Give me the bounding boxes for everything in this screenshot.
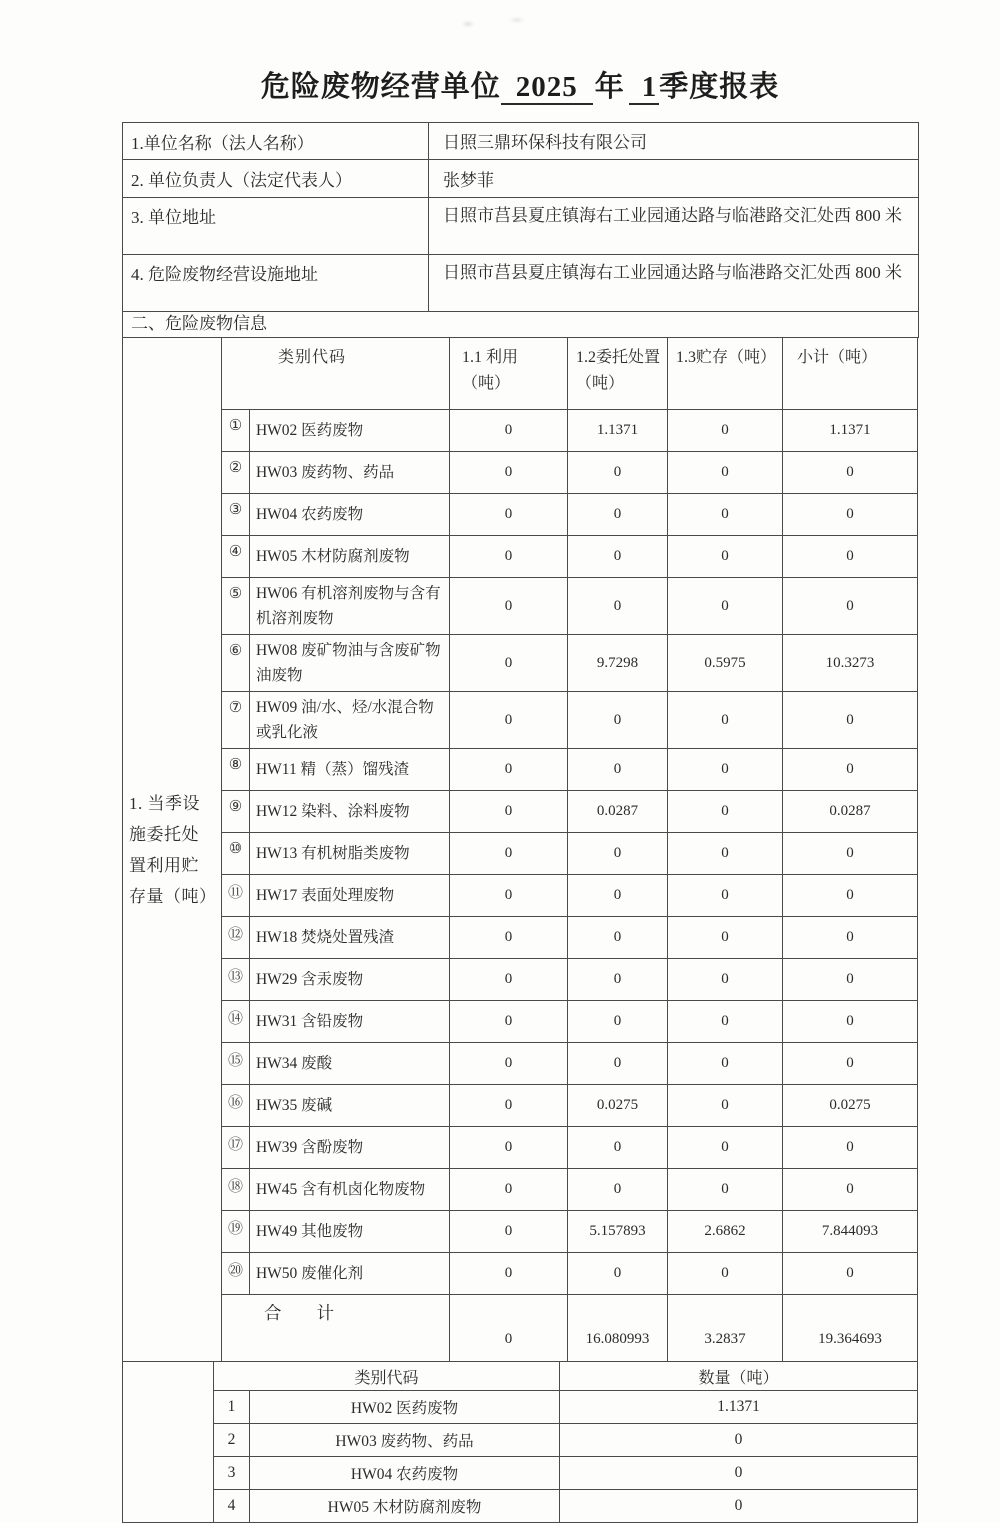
value-subtotal: 0 (783, 536, 918, 578)
value-entrust: 0 (568, 833, 668, 875)
value-entrust: 1.1371 (568, 410, 668, 452)
value-use: 0 (450, 536, 568, 578)
row-index: ⑩ (221, 833, 249, 875)
value-storage: 0 (668, 749, 783, 791)
waste-quantity-table (221, 337, 918, 1362)
value-entrust: 9.7298 (568, 635, 668, 692)
total-use: 0 (450, 1295, 568, 1362)
row-index: ⑧ (221, 749, 249, 791)
waste-category: HW35 废碱 (249, 1085, 449, 1127)
waste-category: HW49 其他废物 (249, 1211, 449, 1253)
info-label-unit-address: 3. 单位地址 (123, 198, 429, 255)
row-index: ⑫ (221, 917, 249, 959)
value-use: 0 (450, 452, 568, 494)
value-subtotal: 0 (783, 578, 918, 635)
row-index: 3 (213, 1457, 249, 1490)
title-year: 2025 (501, 71, 593, 105)
value-use: 0 (450, 635, 568, 692)
row-index: ⑮ (221, 1043, 249, 1085)
waste-category: HW02 医药废物 (249, 1391, 559, 1424)
table-header-row (221, 338, 917, 410)
quantity-summary-section (122, 1361, 918, 1523)
table-row (123, 255, 919, 312)
row-index: 4 (213, 1490, 249, 1523)
row-index: ④ (221, 536, 249, 578)
value-entrust: 0 (568, 578, 668, 635)
col-header-subtotal: 小计（吨） (783, 338, 918, 410)
unit-info-table (122, 122, 919, 312)
row-index: ⑱ (221, 1169, 249, 1211)
row-index: 2 (213, 1424, 249, 1457)
info-label-facility-address: 4. 危险废物经营设施地址 (123, 255, 429, 312)
value-subtotal: 0 (783, 1127, 918, 1169)
waste-category: HW09 油/水、烃/水混合物或乳化液 (249, 692, 449, 749)
value-entrust: 0 (568, 1253, 668, 1295)
total-subtotal: 19.364693 (783, 1295, 918, 1362)
value-storage: 0.5975 (668, 635, 783, 692)
row-index: ⑤ (221, 578, 249, 635)
value-use: 0 (450, 1253, 568, 1295)
value-storage: 0 (668, 1253, 783, 1295)
value-subtotal: 0 (783, 833, 918, 875)
value-subtotal: 0.0275 (783, 1085, 918, 1127)
table-row (123, 123, 919, 160)
col-header-use: 1.1 利用（吨） (450, 338, 568, 410)
value-entrust: 0 (568, 959, 668, 1001)
total-storage: 3.2837 (668, 1295, 783, 1362)
row-index: ⑰ (221, 1127, 249, 1169)
total-entrust: 16.080993 (568, 1295, 668, 1362)
info-value-legal-person: 张梦菲 (429, 160, 919, 198)
value-use: 0 (450, 1043, 568, 1085)
value-entrust: 0 (568, 494, 668, 536)
row-index: ⑲ (221, 1211, 249, 1253)
value-storage: 0 (668, 875, 783, 917)
waste-row (221, 1043, 917, 1085)
value-subtotal: 10.3273 (783, 635, 918, 692)
page-title (122, 64, 918, 105)
value-storage: 2.6862 (668, 1211, 783, 1253)
value-storage: 0 (668, 578, 783, 635)
table-header-row (213, 1362, 917, 1391)
value-use: 0 (450, 875, 568, 917)
table-row (123, 198, 919, 255)
row-index: ③ (221, 494, 249, 536)
waste-row (221, 833, 917, 875)
value-use: 0 (450, 1127, 568, 1169)
value-storage: 0 (668, 1001, 783, 1043)
value-storage: 0 (668, 833, 783, 875)
title-prefix: 危险废物经营单位 (260, 71, 501, 103)
value-subtotal: 0 (783, 1001, 918, 1043)
value-entrust: 0 (568, 1169, 668, 1211)
waste-category: HW39 含酚废物 (249, 1127, 449, 1169)
value-entrust: 0 (568, 875, 668, 917)
col-header-entrust: 1.2委托处置（吨） (568, 338, 668, 410)
value-entrust: 0 (568, 749, 668, 791)
value-storage: 0 (668, 791, 783, 833)
waste-category: HW06 有机溶剂废物与含有机溶剂废物 (249, 578, 449, 635)
value-use: 0 (450, 494, 568, 536)
waste-category: HW29 含汞废物 (249, 959, 449, 1001)
value-use: 0 (450, 578, 568, 635)
value-use: 0 (450, 1211, 568, 1253)
waste-row (221, 692, 917, 749)
value-subtotal: 0 (783, 692, 918, 749)
value-subtotal: 0 (783, 494, 918, 536)
value-use: 0 (450, 959, 568, 1001)
value-use: 0 (450, 1001, 568, 1043)
title-year-char: 年 (594, 71, 625, 103)
waste-row (221, 494, 917, 536)
waste-category: HW04 农药废物 (249, 494, 449, 536)
value-entrust: 0 (568, 452, 668, 494)
value-use: 0 (450, 1169, 568, 1211)
row-index: ⑯ (221, 1085, 249, 1127)
value-storage: 0 (668, 494, 783, 536)
col-header-category: 类别代码 (221, 338, 449, 410)
report-body (122, 122, 918, 1523)
info-value-unit-name: 日照三鼎环保科技有限公司 (429, 123, 919, 160)
summary-row (213, 1490, 917, 1523)
table-row (123, 160, 919, 198)
value-storage: 0 (668, 452, 783, 494)
waste-row (221, 1211, 917, 1253)
value-storage: 0 (668, 1043, 783, 1085)
title-quarter: 1 (629, 71, 660, 105)
waste-category: HW11 精（蒸）馏残渣 (249, 749, 449, 791)
value-storage: 0 (668, 536, 783, 578)
info-value-unit-address: 日照市莒县夏庄镇海右工业园通达路与临港路交汇处西 800 米 (429, 198, 919, 255)
empty-side-cell (122, 1361, 213, 1523)
side-label-cell (122, 337, 221, 1362)
title-suffix: 季度报表 (659, 71, 780, 103)
value-storage: 0 (668, 410, 783, 452)
value-subtotal: 7.844093 (783, 1211, 918, 1253)
waste-row (221, 875, 917, 917)
waste-category: HW12 染料、涂料废物 (249, 791, 449, 833)
value-storage: 0 (668, 1169, 783, 1211)
waste-category: HW31 含铅废物 (249, 1001, 449, 1043)
value-storage: 0 (668, 1085, 783, 1127)
value-entrust: 0 (568, 692, 668, 749)
waste-row (221, 1127, 917, 1169)
side-label: 1. 当季设施委托处置利用贮存量（吨） (128, 793, 217, 906)
row-index: 1 (213, 1391, 249, 1424)
waste-row (221, 536, 917, 578)
row-index: ⑬ (221, 959, 249, 1001)
value-entrust: 0 (568, 536, 668, 578)
value-storage: 0 (668, 1127, 783, 1169)
row-index: ⑭ (221, 1001, 249, 1043)
value-entrust: 0.0287 (568, 791, 668, 833)
value-subtotal: 0.0287 (783, 791, 918, 833)
value-use: 0 (450, 749, 568, 791)
value-subtotal: 0 (783, 917, 918, 959)
row-index: ⑦ (221, 692, 249, 749)
value-entrust: 0.0275 (568, 1085, 668, 1127)
value-use: 0 (450, 833, 568, 875)
summary-row (213, 1424, 917, 1457)
waste-row (221, 452, 917, 494)
scan-artifact (452, 12, 542, 32)
waste-row (221, 1169, 917, 1211)
row-index: ⑳ (221, 1253, 249, 1295)
waste-row (221, 1085, 917, 1127)
value-use: 0 (450, 1085, 568, 1127)
waste-category: HW03 废药物、药品 (249, 452, 449, 494)
row-index: ① (221, 410, 249, 452)
waste-row (221, 917, 917, 959)
waste-row (221, 791, 917, 833)
waste-category: HW18 焚烧处置残渣 (249, 917, 449, 959)
waste-category: HW45 含有机卤化物废物 (249, 1169, 449, 1211)
waste-category: HW05 木材防腐剂废物 (249, 536, 449, 578)
info-label-unit-name: 1.单位名称（法人名称） (123, 123, 429, 160)
value-entrust: 0 (568, 1043, 668, 1085)
waste-row (221, 1253, 917, 1295)
info-label-legal-person: 2. 单位负责人（法定代表人） (123, 160, 429, 198)
value-entrust: 5.157893 (568, 1211, 668, 1253)
waste-row (221, 635, 917, 692)
col-header-storage: 1.3贮存（吨） (668, 338, 783, 410)
waste-category: HW50 废催化剂 (249, 1253, 449, 1295)
waste-category: HW17 表面处理废物 (249, 875, 449, 917)
value-subtotal: 0 (783, 1169, 918, 1211)
waste-category: HW05 木材防腐剂废物 (249, 1490, 559, 1523)
waste-category: HW08 废矿物油与含废矿物油废物 (249, 635, 449, 692)
waste-category: HW03 废药物、药品 (249, 1424, 559, 1457)
quantity-summary-table (213, 1361, 918, 1523)
value-storage: 0 (668, 917, 783, 959)
total-label: 合 计 (221, 1295, 449, 1362)
value-storage: 0 (668, 959, 783, 1001)
value-subtotal: 0 (783, 959, 918, 1001)
summary-row (213, 1391, 917, 1424)
col-header-category: 类别代码 (213, 1362, 559, 1391)
waste-category: HW02 医药废物 (249, 410, 449, 452)
value-quantity: 0 (560, 1490, 918, 1523)
value-quantity: 1.1371 (560, 1391, 918, 1424)
row-index: ⑥ (221, 635, 249, 692)
value-subtotal: 0 (783, 452, 918, 494)
value-use: 0 (450, 410, 568, 452)
value-use: 0 (450, 692, 568, 749)
value-subtotal: 0 (783, 875, 918, 917)
summary-row (213, 1457, 917, 1490)
value-storage: 0 (668, 692, 783, 749)
row-index: ⑨ (221, 791, 249, 833)
section-title: 二、危险废物信息 (122, 311, 919, 338)
waste-row (221, 959, 917, 1001)
value-subtotal: 0 (783, 1043, 918, 1085)
total-row (221, 1295, 917, 1362)
row-index: ② (221, 452, 249, 494)
row-index: ⑪ (221, 875, 249, 917)
col-header-quantity: 数量（吨） (560, 1362, 918, 1391)
value-subtotal: 0 (783, 1253, 918, 1295)
value-quantity: 0 (560, 1424, 918, 1457)
value-entrust: 0 (568, 1127, 668, 1169)
waste-row (221, 410, 917, 452)
value-subtotal: 0 (783, 749, 918, 791)
waste-row (221, 749, 917, 791)
waste-category: HW34 废酸 (249, 1043, 449, 1085)
value-quantity: 0 (560, 1457, 918, 1490)
value-use: 0 (450, 917, 568, 959)
value-use: 0 (450, 791, 568, 833)
value-entrust: 0 (568, 1001, 668, 1043)
waste-category: HW13 有机树脂类废物 (249, 833, 449, 875)
waste-info-section (122, 337, 918, 1362)
waste-row (221, 578, 917, 635)
waste-category: HW04 农药废物 (249, 1457, 559, 1490)
value-subtotal: 1.1371 (783, 410, 918, 452)
info-value-facility-address: 日照市莒县夏庄镇海右工业园通达路与临港路交汇处西 800 米 (429, 255, 919, 312)
waste-row (221, 1001, 917, 1043)
value-entrust: 0 (568, 917, 668, 959)
